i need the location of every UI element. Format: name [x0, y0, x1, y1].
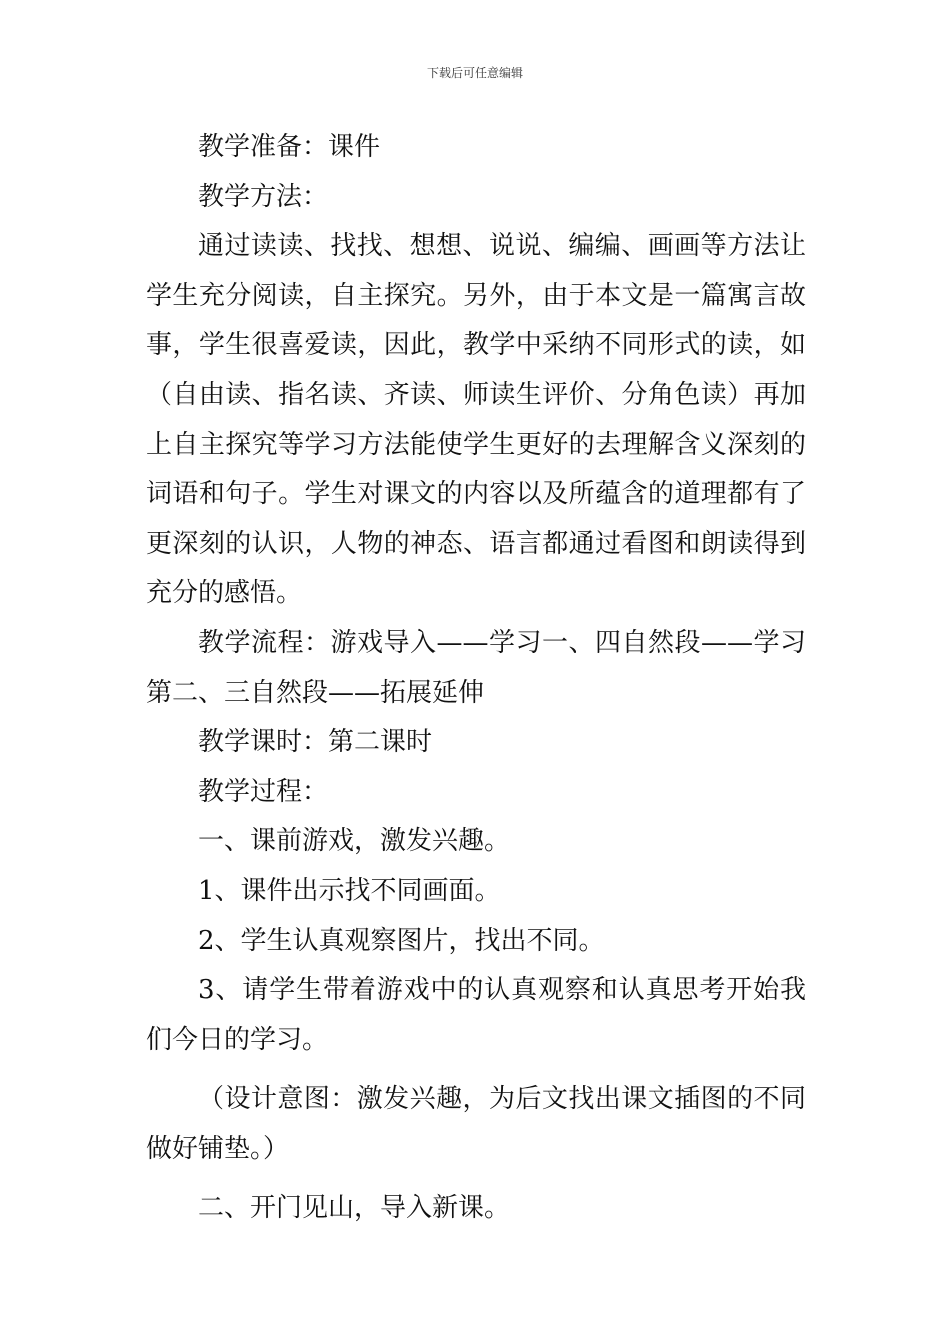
- step-1: 1、课件出示找不同画面。: [198, 875, 501, 906]
- step-2: 2、学生认真观察图片，找出不同。: [198, 925, 605, 956]
- step-3: 3、请学生带着游戏中的认真观察和认真思考开始我们今日的学习。: [146, 975, 806, 1055]
- teaching-preparation: 教学准备：课件: [198, 132, 381, 162]
- teaching-method-body: 通过读读、找找、想想、说说、编编、画画等方法让学生充分阅读，自主探究。另外，由于本文是一篇寓言故事，学生很喜爱读，因此，教学中采纳不同形式的读，如（自由读、指名读、齐读、师读生评价、分角色读）再加上自主探究等学习方法能使学生更好的去理解含义深刻的词语和句子。学生对课文的内容以及所蕴含的道理都有了更深刻的认识，人物的神态、语言都通过看图和朗读得到充分的感悟。: [146, 231, 806, 609]
- teaching-process-heading: 教学过程：: [198, 776, 329, 807]
- design-intent-note: （设计意图：激发兴趣，为后文找出课文插图的不同做好铺垫。）: [146, 1084, 806, 1164]
- section-two-heading: 二、开门见山，导入新课。: [198, 1193, 511, 1224]
- page-header: 下载后可任意编辑: [426, 66, 523, 80]
- teaching-method-heading: 教学方法：: [198, 181, 329, 212]
- document-body: [146, 123, 806, 1234]
- teaching-flow: 教学流程：游戏导入——学习一、四自然段——学习第二、三自然段——拓展延伸: [146, 627, 806, 708]
- teaching-hours: 教学课时：第二课时: [198, 727, 433, 758]
- section-one-heading: 一、课前游戏，激发兴趣。: [198, 826, 511, 857]
